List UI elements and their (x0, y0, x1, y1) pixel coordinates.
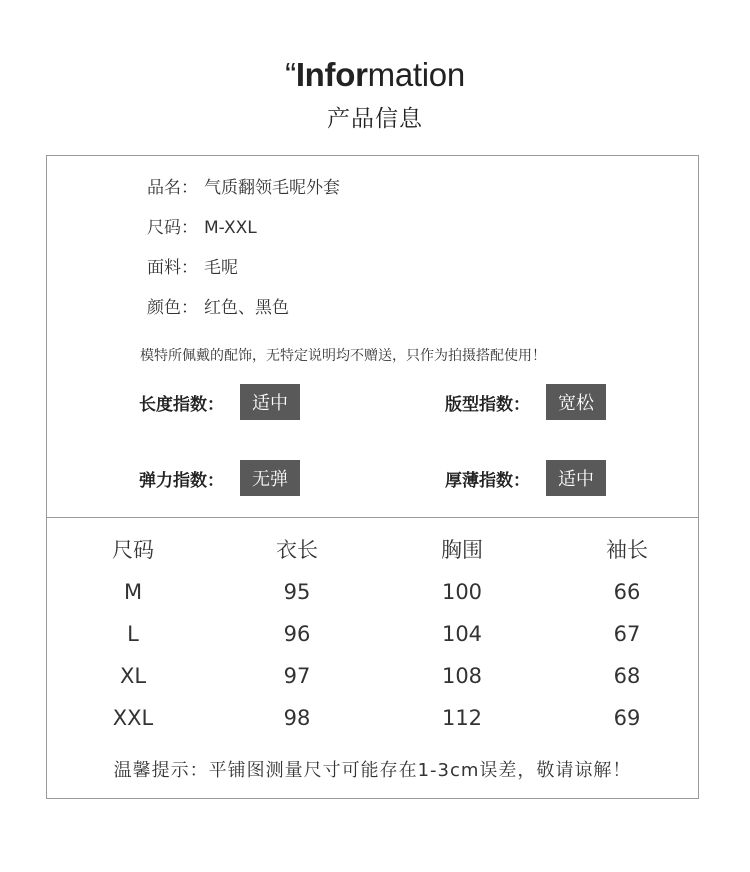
index-label: 弹力指数： (139, 470, 224, 491)
section-divider (47, 517, 698, 518)
spec-label: 尺码： (147, 218, 198, 238)
spec-label: 颜色： (147, 298, 198, 318)
table-row (47, 661, 698, 691)
index-label: 厚薄指数： (445, 470, 530, 491)
spec-label: 面料： (147, 258, 198, 278)
table-cell: 66 (613, 580, 641, 604)
table-row (47, 703, 698, 733)
table-cell: 98 (283, 706, 311, 730)
index-value-badge: 宽松 (546, 384, 606, 420)
spec-value: 气质翻领毛呢外套 (204, 178, 340, 198)
table-row (47, 619, 698, 649)
info-card (46, 155, 699, 799)
index-thickness (445, 459, 606, 497)
spec-color (147, 296, 289, 320)
table-cell: 104 (441, 622, 483, 646)
column-header: 衣长 (276, 538, 318, 562)
spec-value: 毛呢 (204, 258, 238, 278)
heading-chinese: 产品信息 (327, 106, 423, 132)
index-length (139, 383, 300, 421)
table-cell: L (127, 622, 139, 646)
table-cell: 108 (441, 664, 483, 688)
table-cell: XXL (112, 706, 154, 730)
spec-value: M-XXL (204, 218, 257, 238)
accessory-notice: 模特所佩戴的配饰，无特定说明均不赠送，只作为拍摄搭配使用！ (140, 348, 546, 364)
index-label: 版型指数： (445, 394, 530, 415)
index-value-badge: 适中 (546, 460, 606, 496)
index-value-badge: 适中 (240, 384, 300, 420)
table-row (47, 577, 698, 607)
table-cell: 67 (613, 622, 641, 646)
spec-fabric (147, 256, 238, 280)
heading-english-light: mation (367, 56, 465, 93)
index-label: 长度指数： (139, 394, 224, 415)
heading-english (0, 50, 750, 100)
table-cell: 96 (283, 622, 311, 646)
heading-english-bold: Infor (295, 56, 368, 93)
table-cell: 97 (283, 664, 311, 688)
heading-quote-mark: “ (285, 56, 296, 93)
index-fit (445, 383, 606, 421)
table-cell: 100 (441, 580, 483, 604)
spec-product-name (147, 176, 340, 200)
table-cell: 112 (441, 706, 483, 730)
index-elasticity (139, 459, 300, 497)
page-heading (0, 50, 750, 134)
size-table-header (47, 535, 698, 565)
column-header: 袖长 (606, 538, 648, 562)
index-value-badge: 无弹 (240, 460, 300, 496)
spec-value: 红色、黑色 (204, 298, 289, 318)
column-header: 尺码 (112, 538, 154, 562)
column-header: 胸围 (441, 538, 483, 562)
table-cell: XL (119, 664, 147, 688)
spec-label: 品名： (147, 178, 198, 198)
spec-size-range (147, 216, 257, 240)
table-cell: 68 (613, 664, 641, 688)
table-cell: M (123, 580, 143, 604)
measurement-tip: 温馨提示：平铺图测量尺寸可能存在1-3cm误差，敬请谅解！ (113, 760, 632, 781)
table-cell: 69 (613, 706, 641, 730)
table-cell: 95 (283, 580, 311, 604)
